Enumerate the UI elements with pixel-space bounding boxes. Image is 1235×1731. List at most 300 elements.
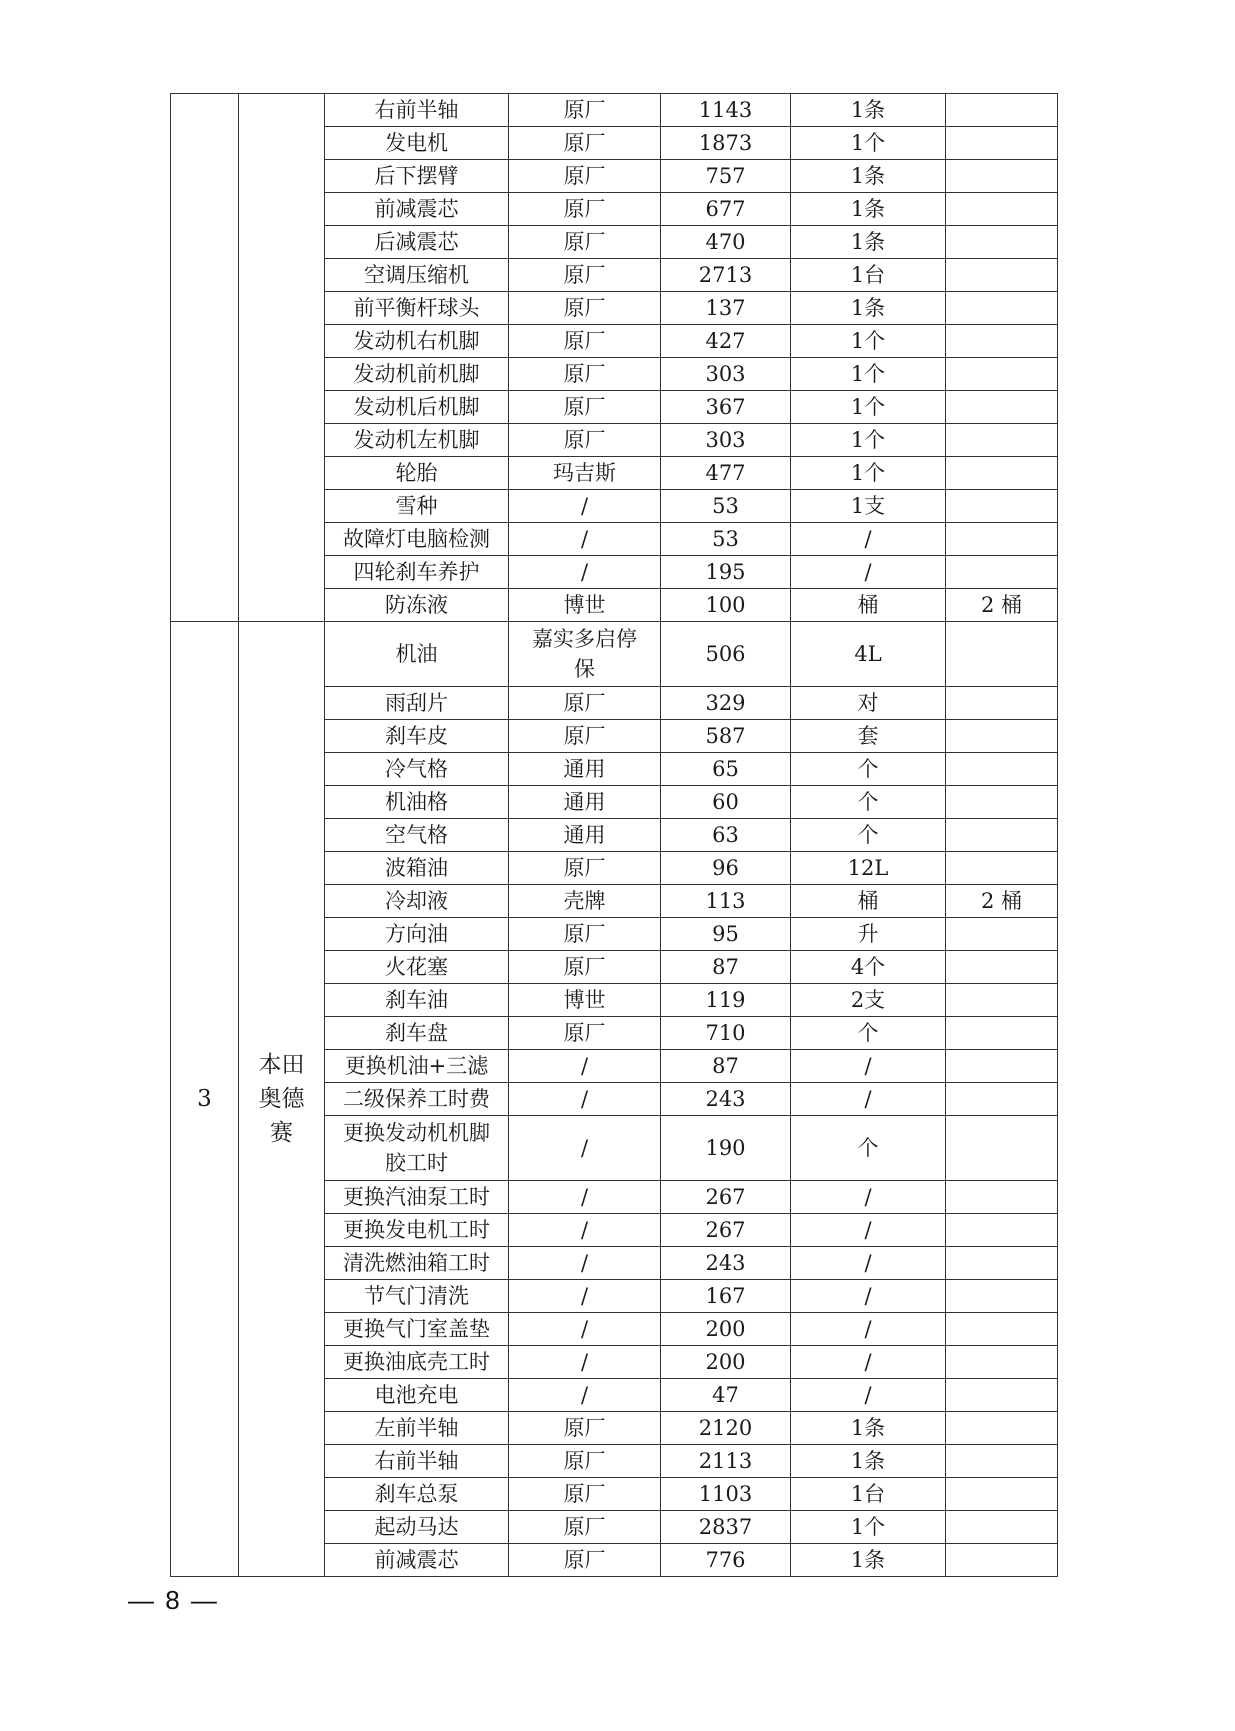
unit-text: 对	[857, 691, 879, 715]
cell-brand	[509, 325, 661, 358]
cell-item-name	[325, 490, 509, 523]
cell-unit	[791, 1313, 946, 1346]
cell-item-name	[325, 292, 509, 325]
cell-unit	[791, 1214, 946, 1247]
cell-note	[946, 325, 1058, 358]
cell-unit	[791, 259, 946, 292]
cell-unit	[791, 1017, 946, 1050]
brand-text: 通用	[563, 757, 606, 781]
cell-brand	[509, 94, 661, 127]
cell-unit	[791, 852, 946, 885]
vehicle-name: 本田奥德赛	[258, 1052, 305, 1146]
cell-note	[946, 1511, 1058, 1544]
cell-unit	[791, 358, 946, 391]
cell-brand	[509, 885, 661, 918]
cell-unit	[791, 127, 946, 160]
unit-text: /	[864, 1284, 872, 1308]
item-name-text: 发动机后机脚	[353, 395, 480, 419]
cell-item-name	[325, 1511, 509, 1544]
unit-text: 1条	[850, 164, 886, 188]
item-name-text: 空调压缩机	[364, 263, 469, 287]
brand-text: /	[580, 1350, 589, 1374]
item-name-text: 空气格	[385, 823, 448, 847]
item-name-text: 前减震芯	[374, 1548, 459, 1572]
cell-item-name	[325, 786, 509, 819]
price-text: 243	[705, 1251, 746, 1275]
cell-brand	[509, 1544, 661, 1577]
item-name-text: 更换气门室盖垫	[343, 1317, 490, 1341]
cell-note	[946, 1478, 1058, 1511]
cell-note	[946, 127, 1058, 160]
cell-item-name	[325, 984, 509, 1017]
price-text: 2113	[698, 1449, 753, 1473]
price-text: 200	[705, 1350, 746, 1374]
price-table	[170, 93, 1058, 1577]
cell-unit	[791, 523, 946, 556]
unit-text: 1个	[850, 1515, 886, 1539]
cell-price	[661, 358, 791, 391]
cell-item-name	[325, 1214, 509, 1247]
cell-note	[946, 852, 1058, 885]
unit-text: /	[864, 560, 872, 584]
cell-brand	[509, 1313, 661, 1346]
item-name-text: 右前半轴	[374, 1449, 459, 1473]
cell-price	[661, 1379, 791, 1412]
price-text: 477	[705, 461, 746, 485]
cell-price	[661, 819, 791, 852]
cell-price	[661, 391, 791, 424]
cell-note	[946, 193, 1058, 226]
cell-note	[946, 1083, 1058, 1116]
cell-item-name	[325, 589, 509, 622]
price-text: 1103	[698, 1482, 753, 1506]
cell-brand	[509, 490, 661, 523]
unit-text: 1个	[850, 362, 886, 386]
cell-price	[661, 589, 791, 622]
cell-brand	[509, 1083, 661, 1116]
cell-unit	[791, 786, 946, 819]
unit-text: 1支	[850, 494, 886, 518]
item-name-text: 刹车油	[385, 988, 448, 1012]
cell-item-name	[325, 1050, 509, 1083]
cell-brand	[509, 687, 661, 720]
cell-unit	[791, 1280, 946, 1313]
unit-text: 桶	[857, 593, 879, 617]
cell-unit	[791, 1445, 946, 1478]
cell-note	[946, 1017, 1058, 1050]
cell-note	[946, 819, 1058, 852]
cell-brand	[509, 226, 661, 259]
cell-unit	[791, 226, 946, 259]
cell-item-name	[325, 885, 509, 918]
item-name-text: 更换汽油泵工时	[343, 1185, 490, 1209]
cell-brand	[509, 1445, 661, 1478]
brand-text: /	[580, 1136, 589, 1160]
cell-note	[946, 1346, 1058, 1379]
brand-text: 原厂	[563, 362, 606, 386]
unit-text: 个	[857, 790, 879, 814]
item-name-text: 节气门清洗	[364, 1284, 469, 1308]
cell-item-name	[325, 259, 509, 292]
unit-text: 1个	[850, 461, 886, 485]
price-text: 167	[705, 1284, 746, 1308]
unit-text: 1条	[850, 230, 886, 254]
item-name-text: 冷却液	[385, 889, 448, 913]
cell-price	[661, 720, 791, 753]
price-text: 2120	[698, 1416, 753, 1440]
cell-note	[946, 720, 1058, 753]
cell-price	[661, 786, 791, 819]
price-text: 267	[705, 1218, 746, 1242]
unit-text: 个	[857, 757, 879, 781]
cell-unit	[791, 424, 946, 457]
group-vehicle-cell	[239, 622, 325, 1577]
item-name-text: 故障灯电脑检测	[343, 527, 490, 551]
cell-unit	[791, 885, 946, 918]
cell-brand	[509, 193, 661, 226]
cell-brand	[509, 259, 661, 292]
cell-brand	[509, 984, 661, 1017]
unit-text: 12L	[847, 856, 889, 880]
cell-brand	[509, 1346, 661, 1379]
cell-price	[661, 1346, 791, 1379]
cell-note	[946, 1544, 1058, 1577]
cell-brand	[509, 457, 661, 490]
cell-item-name	[325, 1116, 509, 1181]
brand-text: 原厂	[563, 296, 606, 320]
brand-text: 通用	[563, 790, 606, 814]
brand-text: 原厂	[563, 197, 606, 221]
cell-brand	[509, 556, 661, 589]
item-name-text: 发动机前机脚	[353, 362, 480, 386]
cell-price	[661, 918, 791, 951]
price-text: 303	[705, 428, 746, 452]
cell-price	[661, 1544, 791, 1577]
cell-item-name	[325, 160, 509, 193]
cell-item-name	[325, 1017, 509, 1050]
brand-text: 原厂	[563, 230, 606, 254]
cell-item-name	[325, 1181, 509, 1214]
price-text: 2713	[698, 263, 753, 287]
cell-note	[946, 786, 1058, 819]
cell-note	[946, 1181, 1058, 1214]
item-name-text: 轮胎	[395, 461, 438, 485]
cell-brand	[509, 918, 661, 951]
brand-text: /	[580, 1054, 589, 1078]
cell-brand	[509, 1280, 661, 1313]
price-text: 60	[712, 790, 739, 814]
unit-text: /	[864, 1251, 872, 1275]
unit-text: 套	[857, 724, 879, 748]
price-text: 95	[712, 922, 739, 946]
cell-price	[661, 523, 791, 556]
price-text: 1143	[698, 98, 753, 122]
cell-brand	[509, 622, 661, 687]
cell-unit	[791, 819, 946, 852]
cell-brand	[509, 1116, 661, 1181]
cell-price	[661, 259, 791, 292]
cell-note	[946, 358, 1058, 391]
cell-price	[661, 852, 791, 885]
cell-item-name	[325, 325, 509, 358]
item-name-text: 发动机左机脚	[353, 428, 480, 452]
cell-unit	[791, 193, 946, 226]
cell-unit	[791, 984, 946, 1017]
brand-text: 原厂	[563, 1449, 606, 1473]
price-text: 190	[705, 1136, 746, 1160]
unit-text: 1条	[850, 296, 886, 320]
price-text: 2837	[698, 1515, 753, 1539]
unit-text: 1台	[850, 1482, 886, 1506]
cell-note	[946, 885, 1058, 918]
unit-text: 个	[857, 1136, 879, 1160]
cell-item-name	[325, 391, 509, 424]
brand-text: /	[580, 1087, 589, 1111]
item-name-text: 火花塞	[385, 955, 448, 979]
cell-unit	[791, 951, 946, 984]
item-name-text: 四轮刹车养护	[353, 560, 480, 584]
cell-note	[946, 160, 1058, 193]
brand-text: /	[580, 1251, 589, 1275]
item-name-text: 电池充电	[374, 1383, 459, 1407]
group-index-cell: 3	[171, 622, 239, 1577]
cell-brand	[509, 1050, 661, 1083]
cell-item-name	[325, 358, 509, 391]
unit-text: 1条	[850, 1548, 886, 1572]
cell-brand	[509, 1247, 661, 1280]
brand-text: 原厂	[563, 724, 606, 748]
cell-note	[946, 1280, 1058, 1313]
brand-text: 原厂	[563, 955, 606, 979]
cell-item-name	[325, 720, 509, 753]
brand-text: /	[580, 560, 589, 584]
cell-item-name	[325, 918, 509, 951]
cell-item-name	[325, 622, 509, 687]
cell-note	[946, 918, 1058, 951]
cell-price	[661, 1445, 791, 1478]
unit-text: 1个	[850, 329, 886, 353]
cell-unit	[791, 457, 946, 490]
cell-unit	[791, 918, 946, 951]
unit-text: /	[864, 527, 872, 551]
item-name-text: 刹车盘	[385, 1021, 448, 1045]
brand-text: 原厂	[563, 691, 606, 715]
cell-note	[946, 1412, 1058, 1445]
item-name-text: 波箱油	[385, 856, 448, 880]
cell-price	[661, 885, 791, 918]
unit-text: /	[864, 1087, 872, 1111]
cell-item-name	[325, 127, 509, 160]
cell-price	[661, 127, 791, 160]
unit-text: 1条	[850, 197, 886, 221]
unit-text: 桶	[857, 889, 879, 913]
brand-text: 原厂	[563, 1021, 606, 1045]
cell-note	[946, 556, 1058, 589]
item-name-text: 雨刮片	[385, 691, 448, 715]
unit-text: 1条	[850, 1416, 886, 1440]
brand-text: 原厂	[563, 395, 606, 419]
cell-price	[661, 325, 791, 358]
unit-text: 1个	[850, 131, 886, 155]
item-name-text: 机油格	[385, 790, 448, 814]
cell-note	[946, 1313, 1058, 1346]
cell-price	[661, 1412, 791, 1445]
cell-unit	[791, 490, 946, 523]
brand-text: 原厂	[563, 131, 606, 155]
brand-text: 原厂	[563, 1416, 606, 1440]
cell-unit	[791, 1412, 946, 1445]
group-index-cell	[171, 94, 239, 622]
unit-text: 4L	[854, 642, 882, 666]
cell-price	[661, 687, 791, 720]
price-text: 506	[705, 642, 746, 666]
note-text: 2 桶	[980, 593, 1023, 617]
cell-note	[946, 424, 1058, 457]
unit-text: 1条	[850, 1449, 886, 1473]
cell-price	[661, 984, 791, 1017]
cell-item-name	[325, 94, 509, 127]
cell-price	[661, 622, 791, 687]
price-text: 195	[705, 560, 746, 584]
brand-text: /	[580, 1284, 589, 1308]
price-text: 53	[712, 494, 739, 518]
unit-text: 2支	[850, 988, 886, 1012]
brand-text: 原厂	[563, 164, 606, 188]
cell-brand	[509, 1478, 661, 1511]
cell-note	[946, 951, 1058, 984]
cell-brand	[509, 1511, 661, 1544]
price-text: 63	[712, 823, 739, 847]
cell-unit	[791, 687, 946, 720]
cell-unit	[791, 1478, 946, 1511]
cell-brand	[509, 358, 661, 391]
price-text: 65	[712, 757, 739, 781]
cell-note	[946, 490, 1058, 523]
cell-note	[946, 523, 1058, 556]
cell-item-name	[325, 457, 509, 490]
cell-item-name	[325, 523, 509, 556]
unit-text: /	[864, 1185, 872, 1209]
brand-text: /	[580, 1185, 589, 1209]
cell-note	[946, 391, 1058, 424]
cell-brand	[509, 819, 661, 852]
price-text: 427	[705, 329, 746, 353]
cell-brand	[509, 720, 661, 753]
price-text: 119	[705, 988, 746, 1012]
brand-text: 原厂	[563, 329, 606, 353]
price-text: 243	[705, 1087, 746, 1111]
cell-unit	[791, 622, 946, 687]
brand-text: 原厂	[563, 1482, 606, 1506]
price-text: 710	[705, 1021, 746, 1045]
brand-text: /	[580, 494, 589, 518]
cell-unit	[791, 753, 946, 786]
cell-price	[661, 226, 791, 259]
cell-item-name	[325, 753, 509, 786]
cell-unit	[791, 1346, 946, 1379]
cell-note	[946, 984, 1058, 1017]
cell-price	[661, 1280, 791, 1313]
cell-unit	[791, 1116, 946, 1181]
cell-price	[661, 1511, 791, 1544]
cell-brand	[509, 391, 661, 424]
item-name-text: 前减震芯	[374, 197, 459, 221]
cell-item-name	[325, 1379, 509, 1412]
cell-item-name	[325, 193, 509, 226]
cell-unit	[791, 1544, 946, 1577]
cell-price	[661, 160, 791, 193]
cell-note	[946, 94, 1058, 127]
price-text: 100	[705, 593, 746, 617]
price-text: 53	[712, 527, 739, 551]
cell-item-name	[325, 852, 509, 885]
brand-text: 原厂	[563, 1515, 606, 1539]
unit-text: 1条	[850, 98, 886, 122]
item-name-text: 后减震芯	[374, 230, 459, 254]
price-text: 1873	[698, 131, 753, 155]
item-name-text: 刹车总泵	[374, 1482, 459, 1506]
item-name-text: 机油	[395, 642, 438, 666]
brand-text: /	[580, 527, 589, 551]
brand-text: 原厂	[563, 856, 606, 880]
cell-note	[946, 589, 1058, 622]
cell-unit	[791, 1247, 946, 1280]
cell-note	[946, 1445, 1058, 1478]
cell-unit	[791, 589, 946, 622]
cell-price	[661, 424, 791, 457]
cell-price	[661, 1214, 791, 1247]
cell-item-name	[325, 1346, 509, 1379]
brand-text: 博世	[563, 988, 606, 1012]
unit-text: 1台	[850, 263, 886, 287]
cell-item-name	[325, 1478, 509, 1511]
cell-item-name	[325, 1280, 509, 1313]
cell-note	[946, 457, 1058, 490]
cell-item-name	[325, 1247, 509, 1280]
price-text: 137	[705, 296, 746, 320]
cell-brand	[509, 786, 661, 819]
cell-item-name	[325, 1412, 509, 1445]
cell-item-name	[325, 687, 509, 720]
cell-note	[946, 259, 1058, 292]
cell-brand	[509, 292, 661, 325]
price-text: 96	[712, 856, 739, 880]
cell-price	[661, 1313, 791, 1346]
cell-brand	[509, 589, 661, 622]
cell-brand	[509, 1181, 661, 1214]
cell-unit	[791, 160, 946, 193]
price-text: 200	[705, 1317, 746, 1341]
cell-price	[661, 1017, 791, 1050]
brand-text: 原厂	[563, 98, 606, 122]
brand-text: 通用	[563, 823, 606, 847]
item-name-text: 发动机右机脚	[353, 329, 480, 353]
brand-text: /	[580, 1383, 589, 1407]
unit-text: /	[864, 1383, 872, 1407]
cell-unit	[791, 1379, 946, 1412]
cell-note	[946, 1247, 1058, 1280]
cell-item-name	[325, 819, 509, 852]
price-text: 47	[712, 1383, 739, 1407]
cell-note	[946, 226, 1058, 259]
price-text: 470	[705, 230, 746, 254]
cell-note	[946, 687, 1058, 720]
cell-unit	[791, 1181, 946, 1214]
price-table-body	[171, 94, 1058, 1577]
price-text: 267	[705, 1185, 746, 1209]
item-name-text: 右前半轴	[374, 98, 459, 122]
price-text: 303	[705, 362, 746, 386]
